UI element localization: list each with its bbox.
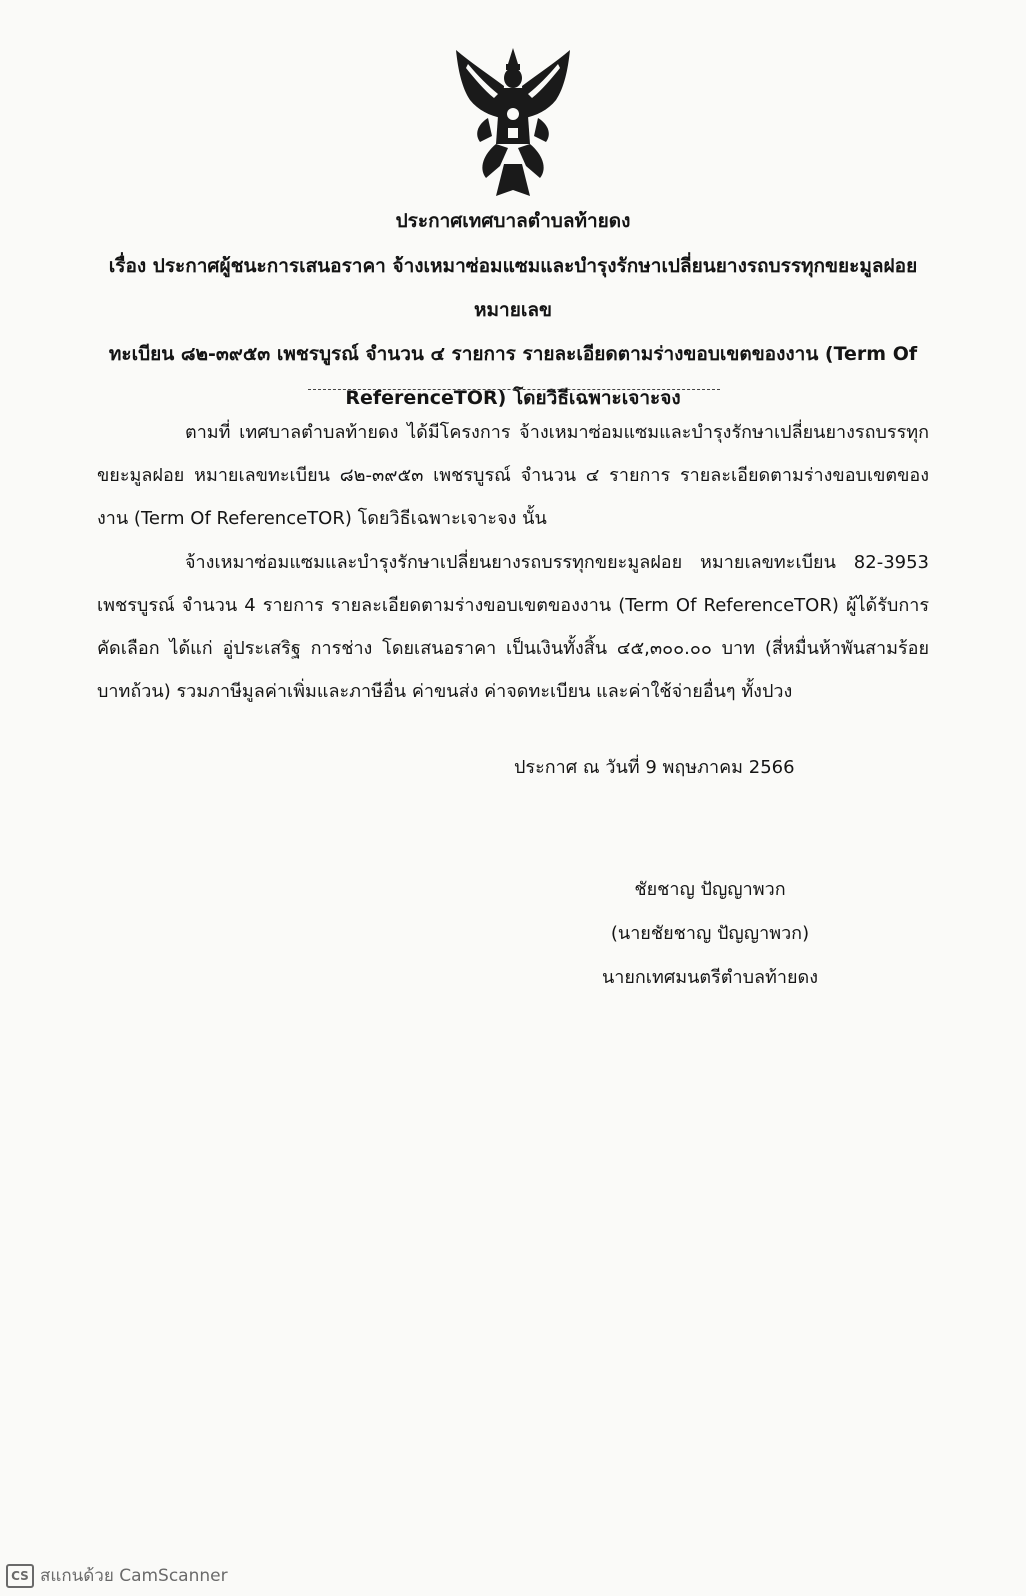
subject-line: ReferenceTOR) โดยวิธีเฉพาะเจาะจง (345, 387, 681, 409)
section-divider (308, 389, 720, 390)
announcement-title: ประกาศเทศบาลตำบลท้ายดง (395, 210, 631, 232)
signer-position: นายกเทศมนตรีตำบลท้ายดง (601, 967, 819, 988)
body-paragraph-award: จ้างเหมาซ่อมแซมและบำรุงรักษาเปลี่ยนยางรถบรรทุกขยะมูลฝอย หมายเลขทะเบียน 82-3953 เพชรบูรณ์ จำนวน 4 รายการ รายละเอียดตามร่างขอบเขตของงาน (Term Of ReferenceTOR) ผู้ได้รับการคัดเลือก ได้แก่ อู่ประเสริฐ การช่าง โดยเสนอราคา เป็นเงินทั้งสิ้น ๔๕,๓๐๐.๐๐ บาท (สี่หมื่นห้าพันสามร้อยบาทถ้วน) รวมภาษีมูลค่าเพิ่มและภาษีอื่น ค่าขนส่ง ค่าจดทะเบียน และค่าใช้จ่ายอื่นๆ ทั้งปวง (97, 552, 929, 702)
body-paragraph-intro: ตามที่ เทศบาลตำบลท้ายดง ได้มีโครงการ จ้างเหมาซ่อมแซมและบำรุงรักษาเปลี่ยนยางรถบรรทุกขยะมูลฝอย หมายเลขทะเบียน ๘๒-๓๙๕๓ เพชรบูรณ์ จำนวน ๔ รายการ รายละเอียดตามร่างขอบเขตของงาน (Term Of ReferenceTOR) โดยวิธีเฉพาะเจาะจง นั้น (97, 422, 929, 529)
subject-line: ทะเบียน ๘๒-๓๙๕๓ เพชรบูรณ์ จำนวน ๔ รายการ รายละเอียดตามร่างขอบเขตของงาน (Term Of (108, 343, 918, 365)
camscanner-watermark (6, 1562, 228, 1589)
garuda-emblem-icon (448, 44, 578, 204)
signature-block (580, 868, 840, 1000)
announcement-date: ประกาศ ณ วันที่ 9 พฤษภาคม 2566 (514, 757, 795, 778)
subject-line: เรื่อง ประกาศผู้ชนะการเสนอราคา จ้างเหมาซ่อมแซมและบำรุงรักษาเปลี่ยนยางรถบรรทุกขยะมูลฝอย หมายเลข (108, 255, 918, 321)
camscanner-text: สแกนด้วย CamScanner (40, 1566, 228, 1586)
signed-name: ชัยชาญ ปัญญาพวก (634, 879, 786, 900)
camscanner-logo-icon: CS (6, 1564, 34, 1588)
announcement-subject (80, 244, 946, 420)
printed-name: (นายชัยชาญ ปัญญาพวก) (610, 923, 810, 944)
